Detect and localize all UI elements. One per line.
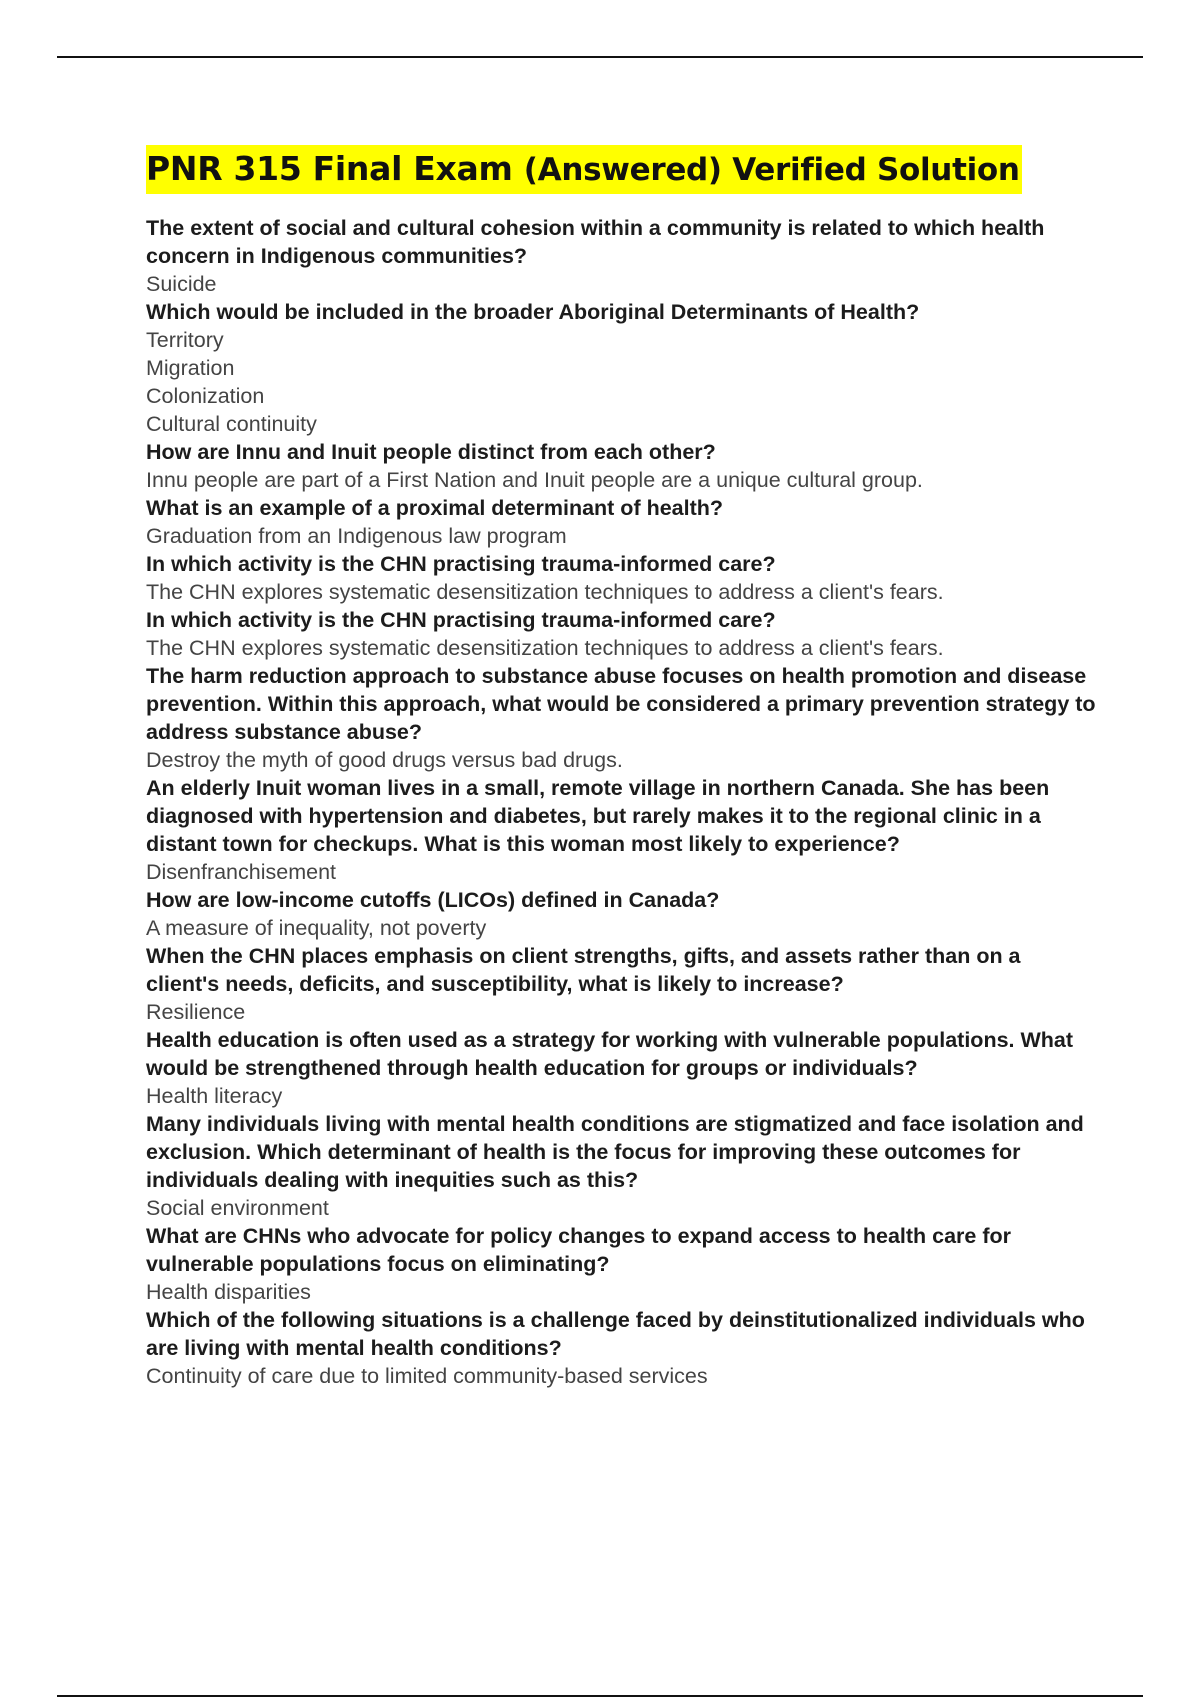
qa-item (146, 1026, 1096, 1110)
question-text: In which activity is the CHN practising trauma-informed care? (146, 608, 776, 632)
answer-text: Health disparities (146, 1280, 311, 1304)
qa-item (146, 606, 1096, 662)
question-text: Many individuals living with mental health conditions are stigmatized and face isolation and exclusion. Which determinant of health is the focus for improving these outcomes for individuals dealing with inequities such as this? (146, 1112, 1084, 1192)
title-main: PNR 315 Final Exam (146, 149, 513, 188)
answer-text: Continuity of care due to limited community-based services (146, 1364, 708, 1388)
answer-text: Cultural continuity (146, 412, 317, 436)
qa-item (146, 1222, 1096, 1306)
answer-text: The CHN explores systematic desensitization techniques to address a client's fears. (146, 580, 944, 604)
question-text: Which of the following situations is a challenge faced by deinstitutionalized individuals who are living with mental health conditions? (146, 1308, 1085, 1360)
qa-item (146, 298, 1096, 438)
answer-text: Health literacy (146, 1084, 283, 1108)
document-body (146, 145, 1096, 1390)
answer-text: Disenfranchisement (146, 860, 337, 884)
bottom-rule (57, 1695, 1143, 1697)
answer-text: Destroy the myth of good drugs versus bad drugs. (146, 748, 623, 772)
qa-list (146, 214, 1096, 1390)
answer-text: Territory (146, 328, 224, 352)
answer-text: Resilience (146, 1000, 246, 1024)
qa-item (146, 886, 1096, 942)
qa-item (146, 214, 1096, 298)
qa-item (146, 494, 1096, 550)
answer-text: Social environment (146, 1196, 329, 1220)
qa-item (146, 438, 1096, 494)
question-text: The harm reduction approach to substance abuse focuses on health promotion and disease prevention. Within this approach, what would be considered a primary prevention strategy to address substance abuse? (146, 664, 1096, 744)
question-text: When the CHN places emphasis on client strengths, gifts, and assets rather than on a client's needs, deficits, and susceptibility, what is likely to increase? (146, 944, 1021, 996)
question-text: An elderly Inuit woman lives in a small, remote village in northern Canada. She has been diagnosed with hypertension and diabetes, but rarely makes it to the regional clinic in a distant town for checkups. What is this woman most likely to experience? (146, 776, 1050, 856)
question-text: Health education is often used as a strategy for working with vulnerable populations. What would be strengthened through health education for groups or individuals? (146, 1028, 1074, 1080)
question-text: How are low-income cutoffs (LICOs) defined in Canada? (146, 888, 720, 912)
answer-text: A measure of inequality, not poverty (146, 916, 487, 940)
answer-text: The CHN explores systematic desensitization techniques to address a client's fears. (146, 636, 944, 660)
qa-item (146, 1306, 1096, 1390)
question-text: How are Innu and Inuit people distinct from each other? (146, 440, 716, 464)
qa-item (146, 1110, 1096, 1222)
question-text: In which activity is the CHN practising trauma-informed care? (146, 552, 776, 576)
answer-text: Colonization (146, 384, 265, 408)
title-suffix: (Answered) Verified Solution (523, 152, 1020, 188)
answer-text: Graduation from an Indigenous law program (146, 524, 567, 548)
answer-text: Migration (146, 356, 235, 380)
qa-item (146, 942, 1096, 1026)
document-title (146, 145, 1022, 194)
qa-item (146, 550, 1096, 606)
answer-text: Suicide (146, 272, 217, 296)
question-text: What are CHNs who advocate for policy changes to expand access to health care for vulnerable populations focus on eliminating? (146, 1224, 1012, 1276)
qa-item (146, 662, 1096, 774)
question-text: Which would be included in the broader Aboriginal Determinants of Health? (146, 300, 920, 324)
top-rule (57, 56, 1143, 58)
question-text: The extent of social and cultural cohesion within a community is related to which health concern in Indigenous communities? (146, 216, 1045, 268)
qa-item (146, 774, 1096, 886)
answer-text: Innu people are part of a First Nation and Inuit people are a unique cultural group. (146, 468, 923, 492)
question-text: What is an example of a proximal determinant of health? (146, 496, 724, 520)
